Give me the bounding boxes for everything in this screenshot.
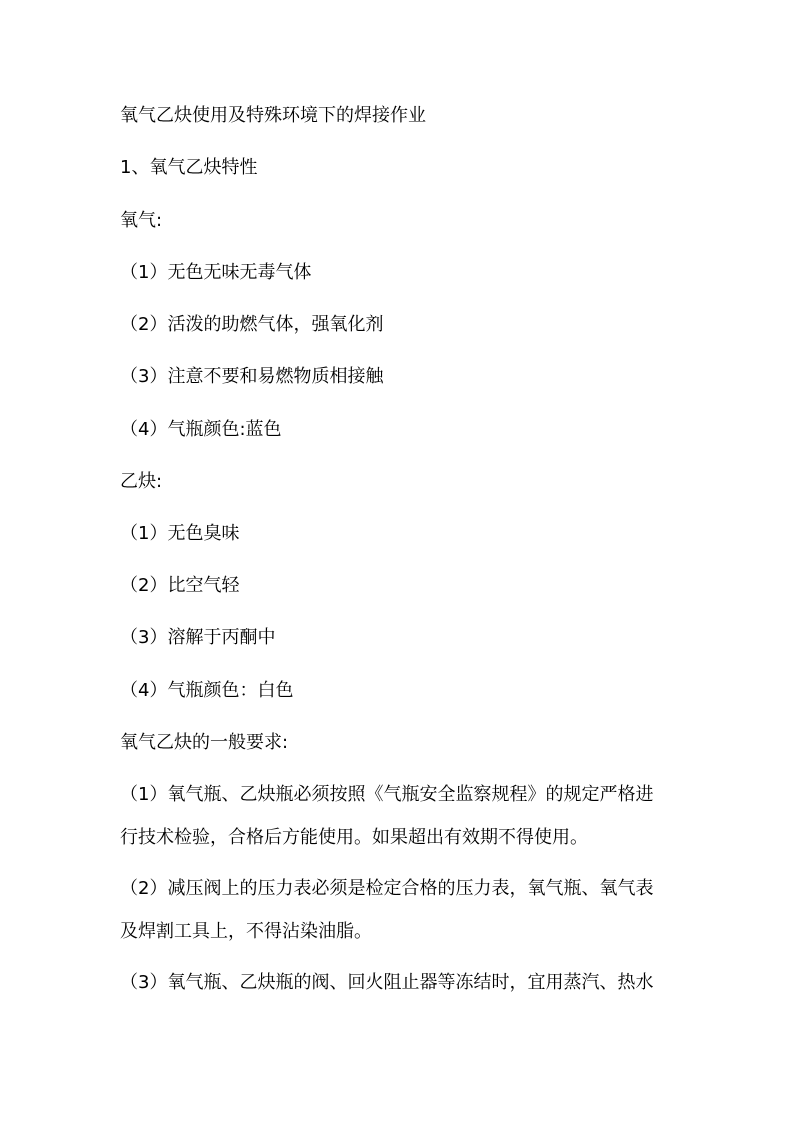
requirement-3-line-1: （3）氧气瓶、乙炔瓶的阀、回火阻止器等冻结时，宜用蒸汽、热水 bbox=[120, 972, 654, 993]
requirement-2-line-1: （2）减压阀上的压力表必须是检定合格的压力表，氧气瓶、氧气表 bbox=[120, 878, 654, 899]
acetylene-item-1: （1）无色臭味 bbox=[120, 523, 240, 544]
acetylene-item-3: （3）溶解于丙酮中 bbox=[120, 627, 276, 648]
section-heading: 1、氧气乙炔特性 bbox=[120, 157, 258, 178]
requirement-2-line-2: 及焊割工具上，不得沾染油脂。 bbox=[120, 921, 372, 942]
acetylene-item-4: （4）气瓶颜色：白色 bbox=[120, 680, 294, 701]
oxygen-heading: 氧气: bbox=[120, 210, 163, 231]
oxygen-item-4: （4）气瓶颜色:蓝色 bbox=[120, 419, 282, 440]
oxygen-item-3: （3）注意不要和易燃物质相接触 bbox=[120, 366, 384, 387]
oxygen-item-2: （2）活泼的助燃气体，强氧化剂 bbox=[120, 314, 384, 335]
oxygen-item-1: （1）无色无味无毒气体 bbox=[120, 262, 312, 283]
acetylene-heading: 乙炔: bbox=[120, 471, 163, 492]
acetylene-item-2: （2）比空气轻 bbox=[120, 575, 240, 596]
general-heading: 氧气乙炔的一般要求: bbox=[120, 732, 289, 753]
requirement-1-line-1: （1）氧气瓶、乙炔瓶必须按照《气瓶安全监察规程》的规定严格进 bbox=[120, 784, 654, 805]
document-title: 氧气乙炔使用及特殊环境下的焊接作业 bbox=[120, 105, 426, 126]
requirement-1-line-2: 行技术检验，合格后方能使用。如果超出有效期不得使用。 bbox=[120, 827, 588, 848]
